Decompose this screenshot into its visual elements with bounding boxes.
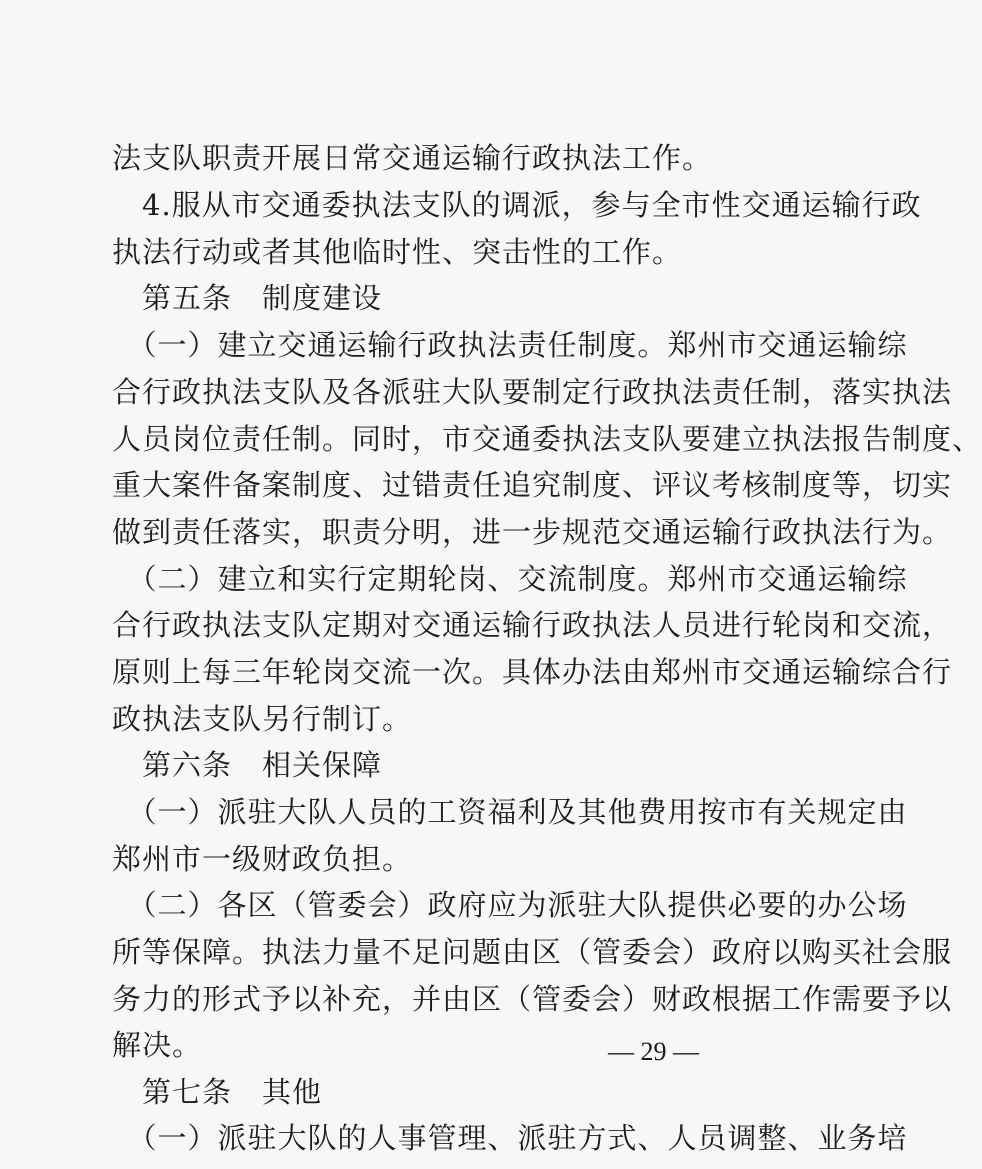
text-line: 法支队职责开展日常交通运输行政执法工作。 — [112, 141, 713, 175]
page-number: — 29 — — [608, 1037, 699, 1066]
section-heading: 第六条 相关保障 — [112, 748, 383, 782]
text-line: 所等保障。执法力量不足问题由区（管委会）政府以购买社会服 — [112, 935, 953, 969]
text-line: 原则上每三年轮岗交流一次。具体办法由郑州市交通运输综合行 — [112, 655, 953, 689]
text-line: 4.服从市交通委执法支队的调派，参与全市性交通运输行政 — [112, 188, 922, 222]
text-line: （一）建立交通运输行政执法责任制度。郑州市交通运输综 — [112, 328, 908, 362]
text-line: 务力的形式予以补充，并由区（管委会）财政根据工作需要予以 — [112, 982, 953, 1016]
text-line: 人员岗位责任制。同时，市交通委执法支队要建立执法报告制度、 — [112, 422, 982, 456]
text-line: 重大案件备案制度、过错责任追究制度、评议考核制度等，切实 — [112, 468, 953, 502]
text-line: 政执法支队另行制订。 — [112, 702, 413, 736]
text-line: （一）派驻大队人员的工资福利及其他费用按市有关规定由 — [112, 795, 908, 829]
text-line: 解决。 — [112, 1028, 203, 1062]
text-line: （一）派驻大队的人事管理、派驻方式、人员调整、业务培 — [112, 1121, 908, 1155]
text-line: 合行政执法支队定期对交通运输行政执法人员进行轮岗和交流， — [112, 608, 953, 642]
text-line: 郑州市一级财政负担。 — [112, 842, 413, 876]
text-line: 执法行动或者其他临时性、突击性的工作。 — [112, 235, 683, 269]
text-line: 做到责任落实，职责分明，进一步规范交通运输行政执法行为。 — [112, 515, 953, 549]
section-heading: 第七条 其他 — [112, 1075, 323, 1109]
text-line: （二）各区（管委会）政府应为派驻大队提供必要的办公场 — [112, 888, 908, 922]
text-line: 合行政执法支队及各派驻大队要制定行政执法责任制，落实执法 — [112, 375, 953, 409]
text-line: （二）建立和实行定期轮岗、交流制度。郑州市交通运输综 — [112, 562, 908, 596]
section-heading: 第五条 制度建设 — [112, 281, 383, 315]
